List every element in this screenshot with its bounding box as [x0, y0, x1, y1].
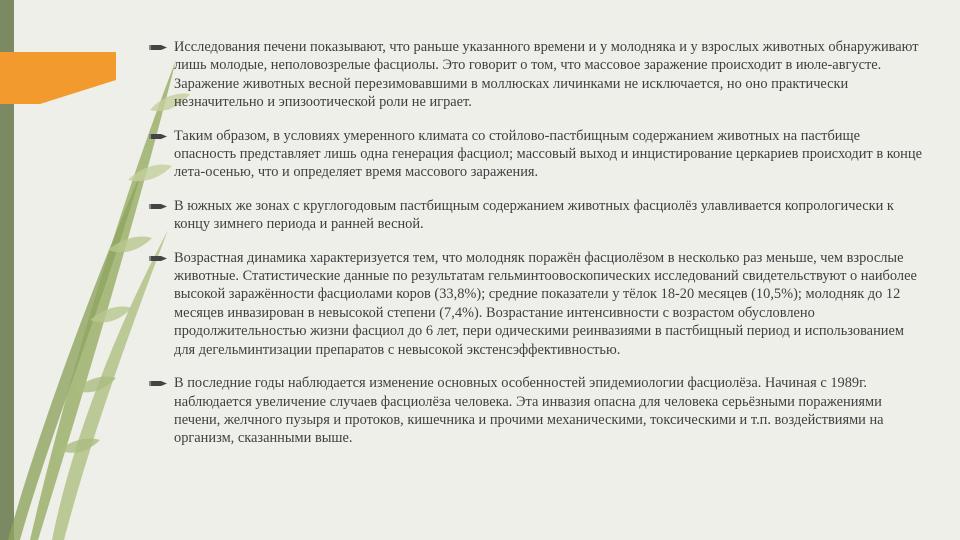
pencil-icon — [148, 253, 168, 264]
bullet-text: В последние годы наблюдается изменение основных особенностей эпидемиологии фасциолёза. Начиная с 1989г. наблюдается увеличение случаев фасциолёза человека. Эта инвазия опасна для человека серьёзными поражениями печени, желчного пузыря и протоков, кишечника и прочими механическими, токсическими и т.п. воздействиями на организм, сказанными выше. — [174, 375, 884, 447]
pencil-icon — [148, 378, 168, 389]
orange-accent-tab — [0, 52, 116, 104]
bullet-text: Исследования печени показывают, что раньше указанного времени и у молодняка и у взрослых животных обнаруживают лишь молодые, неполовозрелые фасциолы. Это говорит о том, что массовое заражение происходит в июле-августе. Заражение животных весной перезимовавшими в моллюсках личинками не исключается, но оно практически незначительно и эпизоотической роли не играет. — [174, 39, 919, 111]
bullet-text: Таким образом, в условиях умеренного климата со стойлово-пастбищным содержанием животных на пастбище опасность представляет лишь одна генерация фасциол; массовый выход и инцистирование церкариев происходит в конце лета-осенью, что и определяет время массового заражения. — [174, 127, 922, 181]
bullet-text: В южных же зонах с круглогодовым пастбищным содержанием животных фасциолёз улавливается копрологически к концу зимнего периода и ранней весной. — [174, 197, 894, 233]
bullet-item — [144, 127, 924, 182]
bullet-list — [144, 38, 924, 463]
pencil-icon — [148, 42, 168, 53]
bullet-item — [144, 249, 924, 359]
bullet-item — [144, 38, 924, 112]
bullet-text: Возрастная динамика характеризуется тем, что молодняк поражён фасциолёзом в несколько раз меньше, чем взрослые животные. Статистические данные по результатам гельминтоовоскопических исследований свидетельствуют о наиболее высокой заражённости фасциолами коров (33,8%); средние показатели у тёлок 18-20 месяцев (10,5%); молодняк до 12 месяцев инвазирован в невысокой степени (7,4%). Возрастание интенсивности с возрастом обусловлено продолжительностью жизни фасциол до 6 лет, пери одическими реинвазиями в пастбищный период и использованием для дегельминтизации препаратов с невысокой экстенсэффективностью. — [174, 249, 917, 358]
pencil-icon — [148, 201, 168, 212]
bullet-item — [144, 197, 924, 234]
bullet-item — [144, 374, 924, 448]
pencil-icon — [148, 131, 168, 142]
